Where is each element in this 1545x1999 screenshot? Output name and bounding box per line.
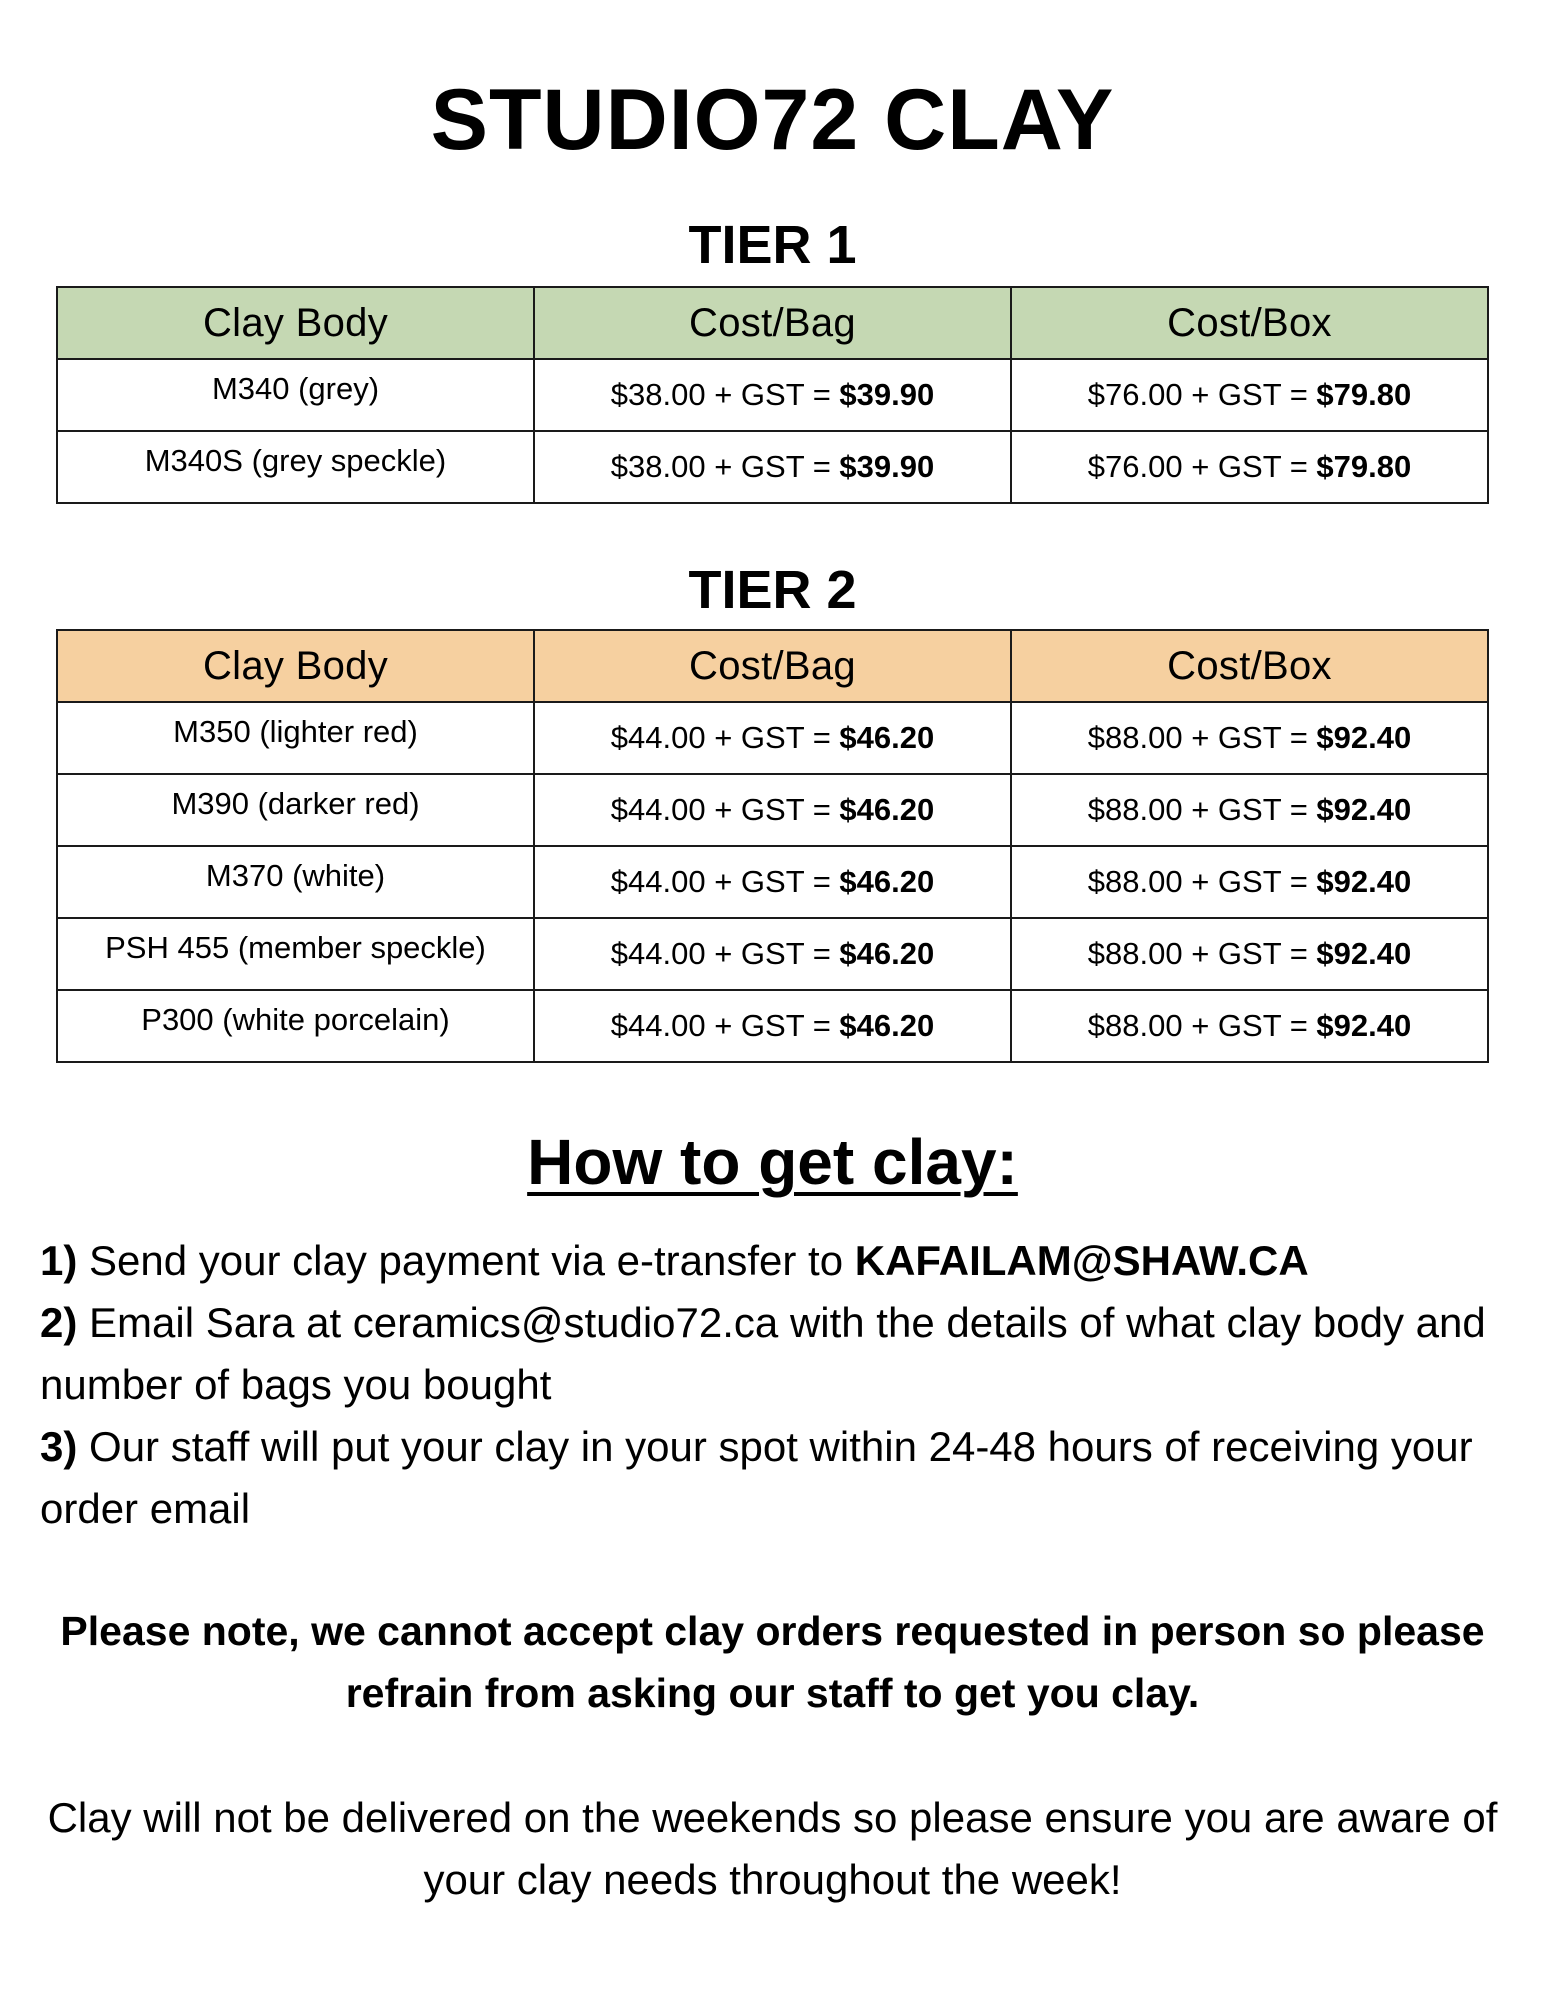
tier-1-title: TIER 1 xyxy=(688,215,857,275)
box-total-price: $79.80 xyxy=(1316,449,1412,484)
tier-1-price-table xyxy=(56,286,1489,504)
bag-base-price: $38.00 + GST = xyxy=(610,449,840,484)
table-row xyxy=(57,918,1488,990)
how-to-steps xyxy=(40,1230,1510,1540)
bag-total-price: $39.90 xyxy=(839,377,935,412)
clay-body-name: PSH 455 (member speckle) xyxy=(105,930,486,965)
cost-box-cell xyxy=(1011,359,1488,431)
bag-total-price: $46.20 xyxy=(839,720,935,755)
box-total-price: $92.40 xyxy=(1316,1008,1412,1043)
clay-body-name: M340S (grey speckle) xyxy=(144,443,447,478)
cost-bag-cell xyxy=(534,918,1011,990)
table-row xyxy=(57,431,1488,503)
step-1 xyxy=(40,1230,1510,1292)
bag-base-price: $44.00 + GST = xyxy=(610,864,840,899)
cost-bag-cell xyxy=(534,990,1011,1062)
box-base-price: $88.00 + GST = xyxy=(1087,720,1317,755)
bag-total-price: $46.20 xyxy=(839,936,935,971)
clay-body-cell xyxy=(57,431,534,503)
table-row xyxy=(57,990,1488,1062)
header-clay-body: Clay Body xyxy=(57,630,534,702)
step-text: Email Sara at ceramics@studio72.ca with the details of what clay body and number of bags you bought xyxy=(40,1299,1486,1408)
cost-box-cell xyxy=(1011,990,1488,1062)
cost-box-cell xyxy=(1011,431,1488,503)
cost-box-cell xyxy=(1011,702,1488,774)
step-number: 3) xyxy=(40,1423,78,1470)
step-3 xyxy=(40,1416,1510,1540)
header-cost-box: Cost/Box xyxy=(1011,287,1488,359)
box-base-price: $88.00 + GST = xyxy=(1087,1008,1317,1043)
bag-base-price: $44.00 + GST = xyxy=(610,1008,840,1043)
clay-body-cell xyxy=(57,774,534,846)
box-base-price: $76.00 + GST = xyxy=(1087,377,1317,412)
bag-total-price: $46.20 xyxy=(839,1008,935,1043)
in-person-note: Please note, we cannot accept clay orders requested in person so please refrain from asking our staff to get you clay. xyxy=(60,1608,1485,1716)
step-number: 2) xyxy=(40,1299,78,1346)
page-title: STUDIO72 CLAY xyxy=(430,72,1115,168)
box-total-price: $79.80 xyxy=(1316,377,1412,412)
clay-body-name: M390 (darker red) xyxy=(171,786,420,821)
bag-total-price: $39.90 xyxy=(839,449,935,484)
weekend-notice: Clay will not be delivered on the weekends so please ensure you are aware of your clay needs throughout the week! xyxy=(47,1794,1498,1903)
bag-base-price: $44.00 + GST = xyxy=(610,792,840,827)
clay-body-name: M350 (lighter red) xyxy=(173,714,418,749)
cost-bag-cell xyxy=(534,774,1011,846)
table-header-row xyxy=(57,630,1488,702)
box-total-price: $92.40 xyxy=(1316,792,1412,827)
step-text: Our staff will put your clay in your spot within 24-48 hours of receiving your order email xyxy=(40,1423,1473,1532)
cost-bag-cell xyxy=(534,359,1011,431)
cost-box-cell xyxy=(1011,918,1488,990)
bag-base-price: $38.00 + GST = xyxy=(610,377,840,412)
box-total-price: $92.40 xyxy=(1316,720,1412,755)
box-base-price: $88.00 + GST = xyxy=(1087,936,1317,971)
clay-body-cell xyxy=(57,918,534,990)
table-row xyxy=(57,359,1488,431)
header-cost-bag: Cost/Bag xyxy=(534,630,1011,702)
how-to-heading: How to get clay: xyxy=(527,1126,1018,1198)
clay-body-cell xyxy=(57,990,534,1062)
header-cost-box: Cost/Box xyxy=(1011,630,1488,702)
tier-2-title: TIER 2 xyxy=(688,560,857,620)
table-row xyxy=(57,702,1488,774)
box-total-price: $92.40 xyxy=(1316,864,1412,899)
step-text: Send your clay payment via e-transfer to xyxy=(77,1237,855,1284)
bag-total-price: $46.20 xyxy=(839,792,935,827)
clay-body-cell xyxy=(57,702,534,774)
table-header-row xyxy=(57,287,1488,359)
header-cost-bag: Cost/Bag xyxy=(534,287,1011,359)
cost-box-cell xyxy=(1011,846,1488,918)
clay-body-name: M370 (white) xyxy=(205,858,386,893)
cost-bag-cell xyxy=(534,431,1011,503)
header-clay-body: Clay Body xyxy=(57,287,534,359)
step-2 xyxy=(40,1292,1510,1416)
clay-body-name: M340 (grey) xyxy=(211,371,380,406)
step-number: 1) xyxy=(40,1237,78,1284)
cost-bag-cell xyxy=(534,702,1011,774)
clay-body-name: P300 (white porcelain) xyxy=(141,1002,450,1037)
bag-total-price: $46.20 xyxy=(839,864,935,899)
bag-base-price: $44.00 + GST = xyxy=(610,936,840,971)
box-total-price: $92.40 xyxy=(1316,936,1412,971)
box-base-price: $76.00 + GST = xyxy=(1087,449,1317,484)
box-base-price: $88.00 + GST = xyxy=(1087,864,1317,899)
tier-2-price-table xyxy=(56,629,1489,1063)
cost-box-cell xyxy=(1011,774,1488,846)
clay-body-cell xyxy=(57,359,534,431)
bag-base-price: $44.00 + GST = xyxy=(610,720,840,755)
clay-body-cell xyxy=(57,846,534,918)
table-row xyxy=(57,774,1488,846)
e-transfer-email: KAFAILAM@SHAW.CA xyxy=(854,1237,1309,1284)
table-row xyxy=(57,846,1488,918)
box-base-price: $88.00 + GST = xyxy=(1087,792,1317,827)
cost-bag-cell xyxy=(534,846,1011,918)
